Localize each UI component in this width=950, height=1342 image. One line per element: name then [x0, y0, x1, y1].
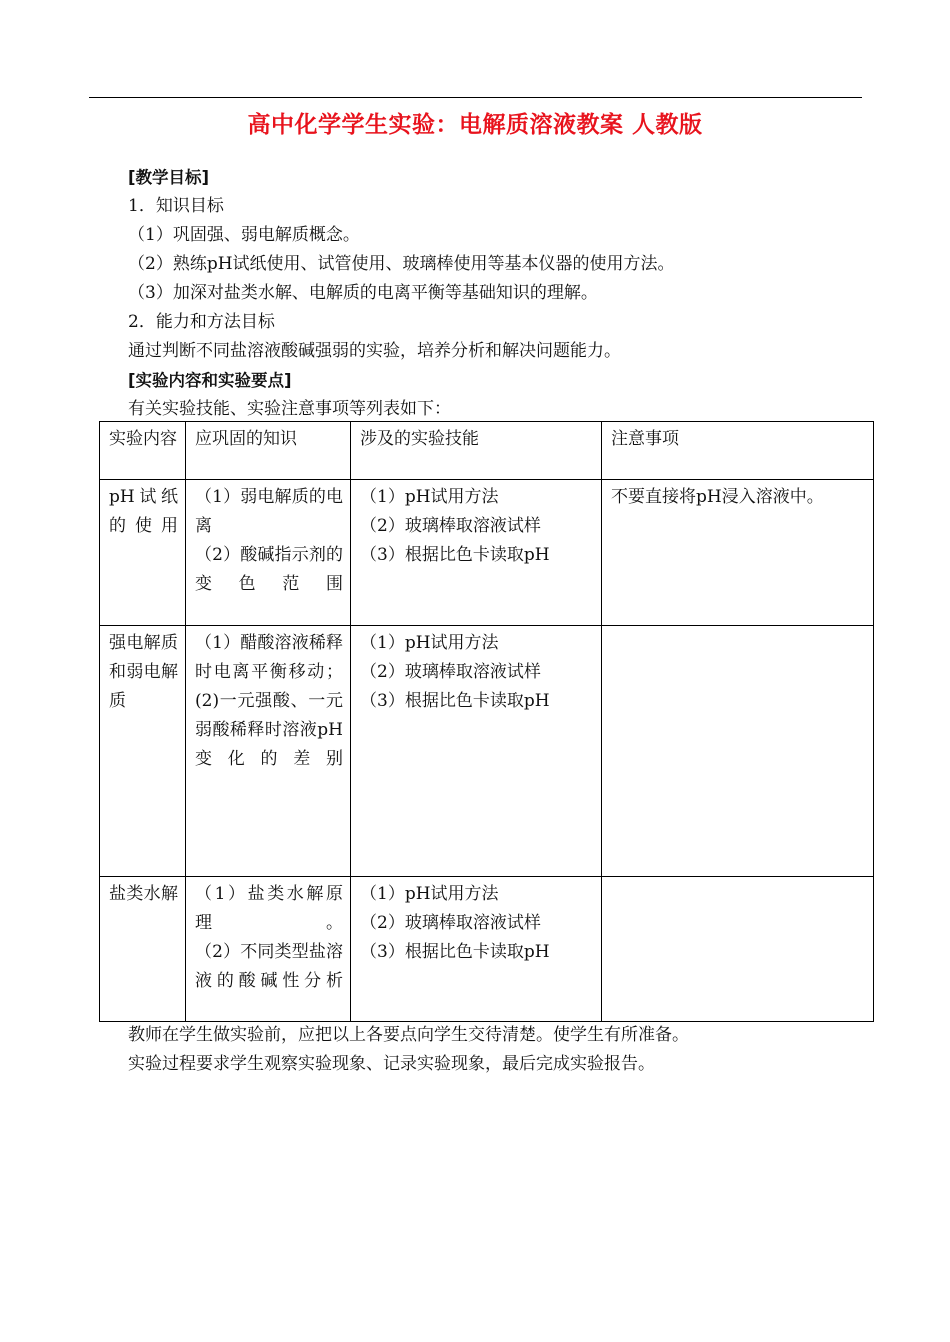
ability-text: 通过判断不同盐溶液酸碱强弱的实验，培养分析和解决问题能力。: [128, 341, 621, 361]
knowledge-heading: 1．知识目标: [128, 196, 224, 216]
skill-item: （1）pH试用方法: [360, 884, 499, 904]
cell-notes: [602, 626, 874, 877]
cell-skills: [351, 480, 602, 626]
table-intro: 有关实验技能、实验注意事项等列表如下：: [128, 399, 451, 419]
top-rule: [89, 97, 862, 98]
header-cell: 实验内容: [100, 422, 186, 480]
skill-item: （2）玻璃棒取溶液试样: [360, 662, 541, 682]
table-header-row: [100, 422, 874, 480]
content-heading: [实验内容和实验要点]: [128, 371, 292, 390]
closing-line: 教师在学生做实验前，应把以上各要点向学生交待清楚。使学生有所准备。: [128, 1025, 689, 1045]
skill-item: （1）pH试用方法: [360, 633, 499, 653]
cell-skills: [351, 626, 602, 877]
body-text: [128, 163, 868, 424]
skill-item: （1）pH试用方法: [360, 487, 499, 507]
knowledge-item: （1）巩固强、弱电解质概念。: [128, 225, 360, 245]
skill-item: （3）根据比色卡读取pH: [360, 545, 550, 565]
header-cell: 注意事项: [602, 422, 874, 480]
cell-content: 盐类水解: [100, 877, 186, 1022]
closing-line: 实验过程要求学生观察实验现象、记录实验现象，最后完成实验报告。: [128, 1054, 655, 1074]
goals-heading: [教学目标]: [128, 168, 210, 187]
cell-knowledge: （1）盐类水解原理。 （2）不同类型盐溶液的酸碱性分析: [186, 877, 351, 1022]
table-row: [100, 480, 874, 626]
cell-content: 强电解质和弱电解质: [100, 626, 186, 877]
closing-text: [128, 1021, 868, 1079]
knowledge-item: （2）熟练pH试纸使用、试管使用、玻璃棒使用等基本仪器的使用方法。: [128, 254, 675, 274]
ability-heading: 2．能力和方法目标: [128, 312, 275, 332]
page-title: 高中化学学生实验：电解质溶液教案 人教版: [247, 112, 703, 138]
cell-notes: 不要直接将pH浸入溶液中。: [602, 480, 874, 626]
table-row: [100, 626, 874, 877]
skill-item: （2）玻璃棒取溶液试样: [360, 516, 541, 536]
cell-knowledge: （1）醋酸溶液稀释时电离平衡移动； (2)一元强酸、一元弱酸稀释时溶液pH变化的差别: [186, 626, 351, 877]
experiment-table: [99, 421, 874, 1022]
skill-item: （3）根据比色卡读取pH: [360, 691, 550, 711]
header-cell: 涉及的实验技能: [351, 422, 602, 480]
skill-item: （3）根据比色卡读取pH: [360, 942, 550, 962]
cell-knowledge: （1）弱电解质的电离 （2）酸碱指示剂的变色范围: [186, 480, 351, 626]
header-cell: 应巩固的知识: [186, 422, 351, 480]
cell-skills: [351, 877, 602, 1022]
table-row: [100, 877, 874, 1022]
knowledge-item: （3）加深对盐类水解、电解质的电离平衡等基础知识的理解。: [128, 283, 598, 303]
cell-notes: [602, 877, 874, 1022]
cell-content: pH试纸的使用: [100, 480, 186, 626]
skill-item: （2）玻璃棒取溶液试样: [360, 913, 541, 933]
